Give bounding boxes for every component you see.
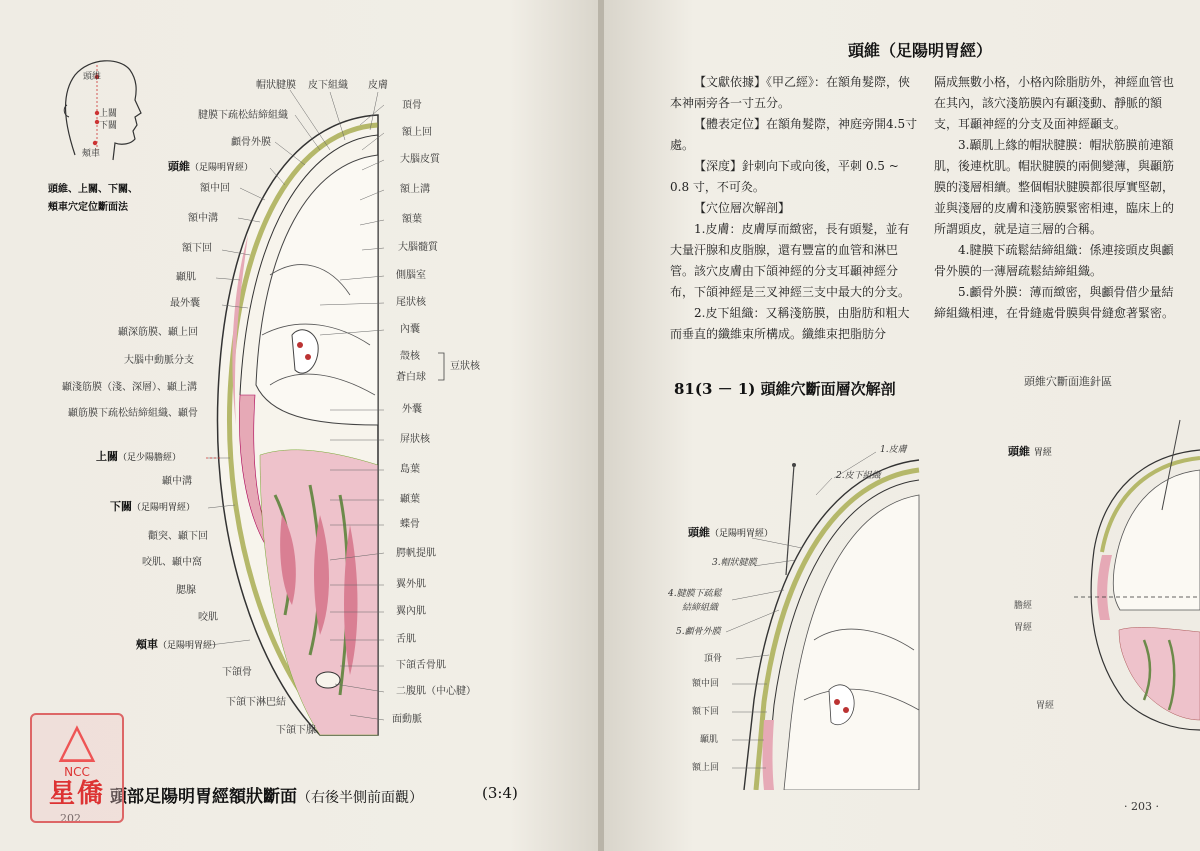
acupoint-xiaguan: 下關（足陽明胃經）	[110, 500, 196, 513]
label-medial-pterygoid: 翼內肌	[396, 606, 426, 617]
label-parotid: 腮腺	[176, 585, 196, 596]
fig-label-inferior-frontal: 額下回	[692, 707, 720, 717]
para-surface-location: 【體表定位】在額角髮際，神庭旁開4.5寸處。	[670, 117, 918, 152]
label-inferior-frontal-gyrus: 額下回	[182, 243, 212, 254]
label-loose-tissue: 腱膜下疏松結締組織	[198, 110, 288, 121]
fig-label-pericranium: 5.顱骨外膜	[676, 627, 721, 637]
label-internal-capsule: 內囊	[400, 324, 420, 335]
para-subcutaneous: 2.皮下組織：又稱淺筋膜，由脂肪和粗大而垂直的纖維束所構成。纖維束把脂肪分	[670, 306, 910, 341]
label-tongue-muscle: 舌肌	[396, 634, 416, 645]
label-external-capsule: 外囊	[402, 404, 422, 415]
fig-label-galea: 3.帽狀腱膜	[712, 558, 757, 568]
inset-figure	[1034, 400, 1200, 740]
para-anatomy-heading: 【穴位層次解剖】	[694, 201, 791, 215]
sketch-point-2: 上關	[99, 109, 118, 119]
label-superior-frontal-sulcus: 額上溝	[400, 184, 430, 195]
sketch-point-3: 下關	[99, 121, 118, 131]
label-facial-artery: 面動脈	[392, 714, 422, 725]
para-pericranium: 5.顱骨外膜：薄而緻密，與顱骨借少量結締組織相連，在骨縫處骨膜與骨縫愈著緊密。	[934, 285, 1175, 320]
fig-label-temporalis: 顳肌	[700, 735, 719, 745]
fig-label-parietal: 頂骨	[704, 654, 723, 664]
label-parietal: 頂骨	[402, 100, 422, 111]
sketch-point-1: 頭維	[83, 72, 102, 82]
right-page-number: · 203 ·	[1124, 800, 1159, 813]
inset-label-gallbladder: 膽經	[1014, 601, 1033, 611]
para-galea: 3.顳肌上緣的帽狀腱膜：帽狀筋膜前連額肌，後連枕肌。帽狀腱膜的兩側變薄，與顳筋膜的淺層相續。整個帽狀腱膜都很厚實堅韌，並與淺層的皮膚和淺筋膜緊密相連，臨床上的所謂頭皮，就是這三層的合稱。	[934, 138, 1175, 236]
label-subfascial-tissue: 顳筋膜下疏松結締組織、顳骨	[68, 408, 198, 419]
label-temporalis: 顳肌	[176, 272, 196, 283]
fig-label-loose-2: 結締組織	[682, 603, 719, 613]
inset-title: 頭維穴斷面進針區	[1024, 375, 1112, 388]
label-extreme-capsule: 最外囊	[170, 298, 200, 309]
para-skin: 1.皮膚：皮膚厚而緻密，長有頭髮，並有大量汗腺和皮脂腺，還有豐富的血管和淋巴管。該穴皮膚由下頜神經的分支耳顳神經分布，下頜神經是三叉神經三支中最大的分支。	[670, 222, 911, 299]
right-figure-title: 81(3 － 1) 頭維穴斷面層次解剖	[674, 380, 896, 398]
left-figure-number: (3:4)	[482, 784, 518, 802]
inset-label-stomach-1: 胃經	[1014, 623, 1033, 633]
label-sphenoid: 蝶骨	[400, 519, 420, 530]
label-deep-temporal-fascia: 顳深筋膜、顳上回	[118, 327, 198, 338]
label-middle-temporal-sulcus: 顳中溝	[162, 476, 192, 487]
label-subcutaneous: 皮下組織	[308, 80, 348, 91]
page-heading: 頭維（足陽明胃經）	[848, 41, 993, 60]
label-digastric: 二腹肌（中心腱）	[396, 686, 476, 697]
inset-label-stomach-2: 胃經	[1036, 701, 1055, 711]
right-page	[604, 0, 1200, 851]
para-fascia-continued: 隔成無數小格，小格內除脂肪外，神經血管也在其內，該穴淺筋膜內有顳淺動、靜脈的額支，耳顳神經的分支及面神經顳支。	[934, 75, 1175, 131]
sketch-point-4: 頰車	[82, 149, 101, 159]
para-depth: 【深度】針刺向下或向後，平刺 0.5 ~ 0.8 寸，不可灸。	[670, 159, 899, 194]
fig-acupoint-touwei: 頭維（足陽明胃經）	[688, 526, 774, 539]
label-globus-pallidus: 蒼白球	[396, 372, 426, 383]
label-galea: 帽狀腱膜	[256, 80, 296, 91]
left-figure-title: 頭部足陽明胃經額狀斷面（右後半側前面觀）	[110, 787, 423, 807]
label-submandibular-gland: 下頜下腺	[276, 725, 316, 736]
label-masseter-fossa: 咬肌、顳中窩	[142, 557, 202, 568]
left-page-number: 202	[60, 812, 81, 825]
label-pericranium: 顱骨外膜	[231, 137, 271, 148]
label-mylohyoid: 下頜舌骨肌	[396, 660, 446, 671]
label-middle-frontal-sulcus: 額中溝	[188, 213, 218, 224]
label-mca-branch: 大腦中動脈分支	[124, 355, 194, 366]
label-caudate: 尾狀核	[396, 297, 426, 308]
stamp-triangle: △	[58, 712, 96, 768]
label-medulla: 大腦髓質	[398, 242, 438, 253]
label-skin: 皮膚	[368, 80, 388, 91]
label-lateral-pterygoid: 翼外肌	[396, 579, 426, 590]
stamp-text-2: 星僑	[48, 779, 105, 809]
fig-label-skin: 1.皮膚	[880, 445, 907, 455]
fig-label-loose: 4.腱膜下疏鬆	[668, 589, 722, 599]
label-claustrum: 屏狀核	[400, 434, 430, 445]
inset-acupoint-touwei: 頭維 胃經	[1008, 445, 1052, 458]
para-loose-tissue: 4.腱膜下疏鬆結締組織：係連接頭皮與顱骨外膜的一薄層疏鬆結締組織。	[934, 243, 1174, 278]
label-masseter: 咬肌	[198, 612, 218, 623]
label-mandible: 下頜骨	[222, 667, 252, 678]
label-cortex: 大腦皮質	[400, 154, 440, 165]
label-insula: 島葉	[400, 464, 420, 475]
acupoint-shangguan: 上關（足少陽膽經）	[96, 450, 182, 463]
sketch-caption-1: 頭維、上關、下關、	[48, 184, 138, 195]
label-superficial-temporal-fascia: 顳淺筋膜（淺、深層）、顳上溝	[62, 382, 197, 393]
label-middle-frontal-gyrus: 額中回	[200, 183, 230, 194]
acupoint-jiache: 頰車（足陽明胃經）	[136, 638, 222, 651]
sketch-caption-2: 頰車穴定位斷面法	[48, 202, 128, 213]
label-submandibular-node: 下頜下淋巴結	[226, 697, 286, 708]
para-literature: 【文獻依據】《甲乙經》：在額角髮際，俠本神兩旁各一寸五分。	[670, 75, 911, 110]
label-levator-veli: 腭帆提肌	[396, 548, 436, 559]
label-zygomatic: 顴突、顳下回	[148, 531, 208, 542]
label-temporal-lobe: 顳葉	[400, 494, 420, 505]
fig-label-superior-frontal: 額上回	[692, 763, 720, 773]
fig-label-middle-frontal: 額中回	[692, 679, 720, 689]
label-superior-frontal-gyrus: 額上回	[402, 127, 432, 138]
label-lateral-ventricle: 側腦室	[396, 270, 426, 281]
label-frontal-lobe: 額葉	[402, 214, 422, 225]
stamp-text-1: NCC	[64, 765, 90, 779]
fig-label-subcutaneous: 2.皮下組織	[836, 471, 881, 481]
acupoint-touwei: 頭維（足陽明胃經）	[168, 160, 254, 173]
label-putamen: 殼核	[400, 351, 420, 362]
watermark-stamp	[30, 713, 124, 823]
label-lentiform-nucleus: 豆狀核	[450, 361, 480, 372]
